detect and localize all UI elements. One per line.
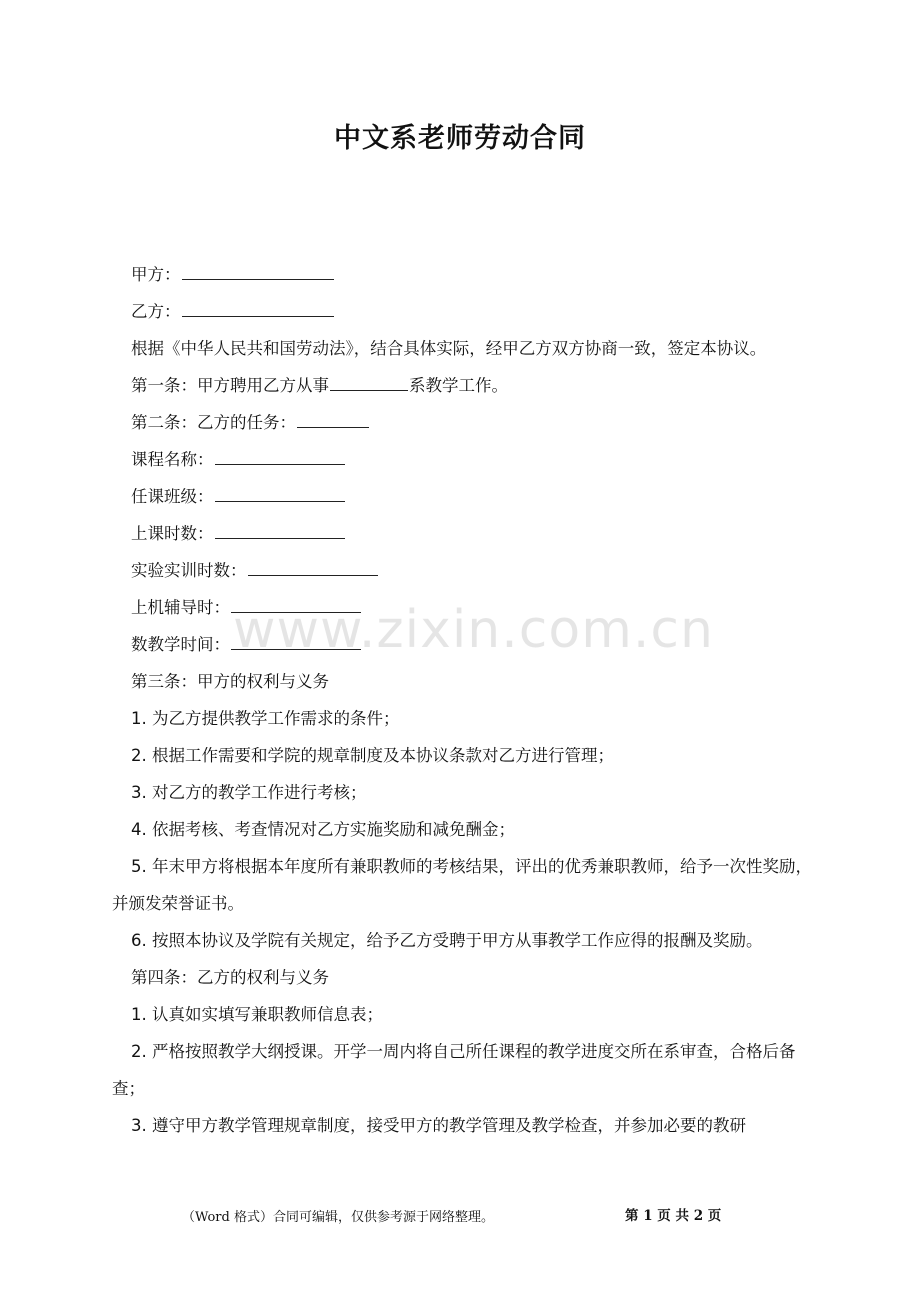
article-3: 第三条：甲方的权利与义务: [131, 672, 329, 691]
article-4-item-2: 2. 严格按照教学大纲授课。开学一周内将自己所任课程的教学进度交所在系审查，合格后备查；: [112, 1042, 796, 1098]
hours-blank: [215, 518, 345, 539]
article-3-item-3: 3. 对乙方的教学工作进行考核；: [131, 783, 367, 802]
article-1: 第一条：甲方聘用乙方从事 系教学工作。: [112, 367, 820, 404]
teach-time-blank: [231, 629, 361, 650]
computer-hours-line: 上机辅导时：: [112, 589, 820, 626]
article-4-item-1: 1. 认真如实填写兼职教师信息表；: [131, 1005, 383, 1024]
article-4: 第四条：乙方的权利与义务: [131, 968, 329, 987]
class-line: 任课班级：: [112, 478, 820, 515]
article-2: 第二条：乙方的任务：: [112, 404, 820, 441]
preamble: 根据《中华人民共和国劳动法》，结合具体实际，经甲乙方双方协商一致，签定本协议。: [131, 339, 767, 358]
document-title: 中文系老师劳动合同: [334, 123, 586, 154]
article-3-item-4: 4. 依据考核、考查情况对乙方实施奖励和减免酬金；: [131, 820, 515, 839]
hours-line: 上课时数：: [112, 515, 820, 552]
teach-time-line: 数教学时间：: [112, 626, 820, 663]
watermark: www.zixin.com.cn: [233, 600, 714, 660]
party-a-blank: [182, 259, 334, 280]
lab-hours-blank: [248, 555, 378, 576]
page-number: 第 1 页 共 2 页: [625, 1208, 722, 1224]
article-3-item-5: 5. 年末甲方将根据本年度所有兼职教师的考核结果，评出的优秀兼职教师，给予一次性奖励，并颁发荣誉证书。: [112, 857, 812, 913]
article-4-item-3: 3. 遵守甲方教学管理规章制度，接受甲方的教学管理及教学检查，并参加必要的教研: [131, 1116, 746, 1135]
department-blank: [330, 370, 408, 391]
footer-note: （Word 格式）合同可编辑，仅供参考源于网络整理。: [182, 1210, 494, 1225]
party-a-line: 甲方：: [112, 256, 820, 293]
party-b-blank: [182, 296, 334, 317]
article-3-item-6: 6. 按照本协议及学院有关规定，给予乙方受聘于甲方从事教学工作应得的报酬及奖励。: [131, 931, 763, 950]
task-blank: [297, 407, 369, 428]
class-blank: [215, 481, 345, 502]
course-blank: [215, 444, 345, 465]
computer-hours-blank: [231, 592, 361, 613]
party-b-line: 乙方：: [112, 293, 820, 330]
contract-body: [112, 256, 820, 1144]
lab-hours-line: 实验实训时数：: [112, 552, 820, 589]
course-name-line: 课程名称：: [112, 441, 820, 478]
article-3-item-1: 1. 为乙方提供教学工作需求的条件；: [131, 709, 400, 728]
article-3-item-2: 2. 根据工作需要和学院的规章制度及本协议条款对乙方进行管理；: [131, 746, 614, 765]
